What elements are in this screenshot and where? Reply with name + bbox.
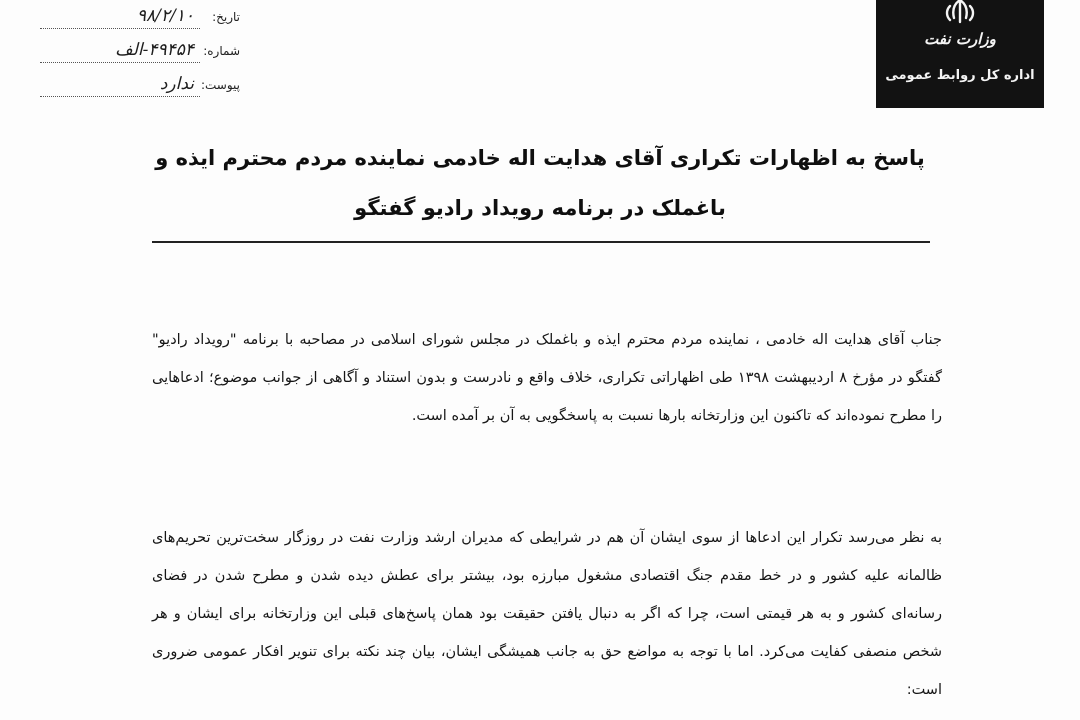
body-paragraph-1: جناب آقای هدایت اله خادمی ، نماینده مردم محترم ایذه و باغملک در مجلس شورای اسلامی در مصاحبه با برنامه "رویداد رادیو" گفتگو در مؤرخ ۸ اردیبهشت ۱۳۹۸ طی اظهاراتی تکراری، خلاف واقع و نادرست و بدون استناد و آگاهی از جوانب موضوع؛ ادعاهایی را مطرح نموده‌اند که تاکنون این وزارتخانه بارها نسبت به پاسخگویی به آن بر آمده است. xyxy=(152,331,942,424)
body-paragraph-2: به نظر می‌رسد تکرار این ادعاها از سوی ایشان آن هم در شرایطی که مدیران ارشد وزارت نفت در روزگار سخت‌ترین تحریم‌های ظالمانه علیه کشور و در خط مقدم جنگ اقتصادی مشغول مبارزه بود، بیشتر برای عطش دیده شدن و مطرح شدن در فضای رسانه‌ای کشور و به هر قیمتی است، چرا که اگر به دنبال یافتن حقیقت بود همان پاسخ‌های قبلی این وزارتخانه برای ایشان و هر شخص منصفی کفایت می‌کرد. اما با توجه به مواضع حق به جانب همیشگی ایشان، بیان چند نکته برای تنویر افکار عمومی ضروری است: xyxy=(152,529,942,698)
number-label: شماره: xyxy=(203,44,240,58)
number-row xyxy=(40,38,240,72)
attachment-row xyxy=(40,72,240,106)
title-line-2: باغملک در برنامه رویداد رادیو گفتگو xyxy=(354,196,726,220)
title-line-1: پاسخ به اظهارات تکراری آقای هدایت اله خادمی نماینده مردم محترم ایذه و xyxy=(155,146,925,170)
attachment-label: پیوست: xyxy=(200,78,240,92)
ministry-letterhead xyxy=(876,0,1044,108)
date-label: تاریخ: xyxy=(212,10,240,24)
number-dotted-line xyxy=(40,62,200,63)
ministry-name: وزارت نفت xyxy=(924,30,996,48)
title-underline xyxy=(152,241,930,243)
attachment-value: ندارد xyxy=(159,74,194,94)
letter-meta xyxy=(40,4,240,106)
date-row xyxy=(40,4,240,38)
department-name: اداره کل روابط عمومی xyxy=(885,68,1035,83)
attachment-dotted-line xyxy=(40,96,200,97)
date-value: ۹۸/۲/۱۰ xyxy=(136,6,194,26)
number-value: ۴۹۴۵۴-الف xyxy=(115,40,194,60)
date-dotted-line xyxy=(40,28,200,29)
iran-emblem-icon xyxy=(940,0,980,24)
